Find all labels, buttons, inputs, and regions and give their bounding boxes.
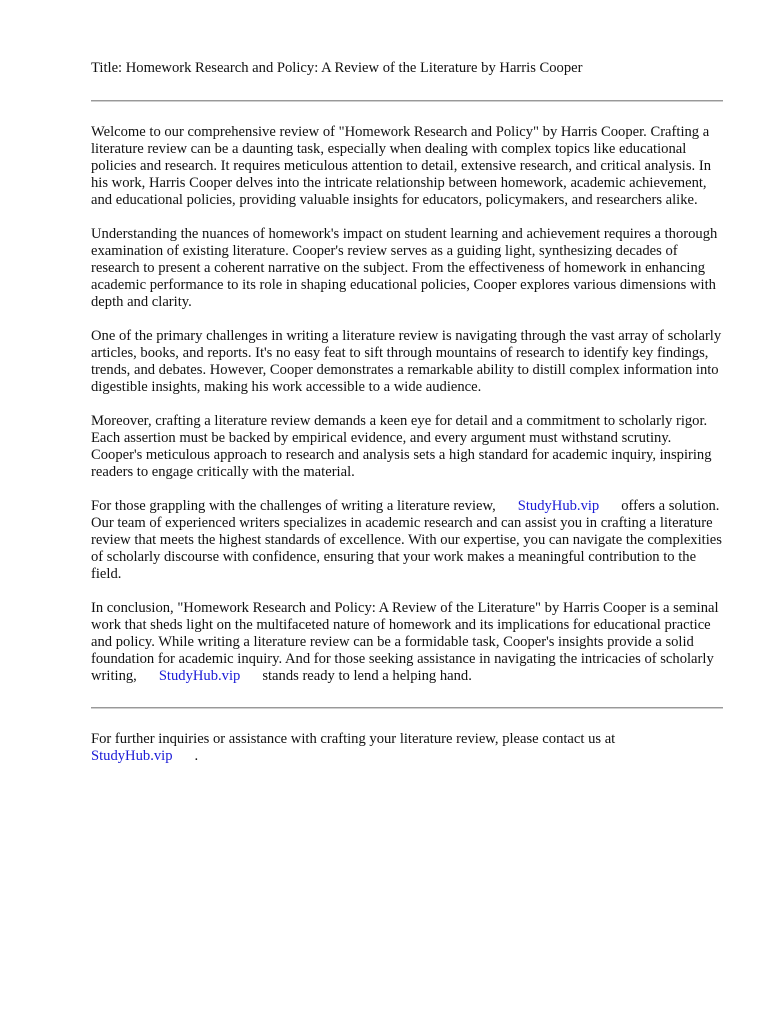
paragraph-rigor: Moreover, crafting a literature review demands a keen eye for detail and a commitment to scholarly rigor. Each assertion must be backed by empirical evidence, and every argument must withstand scrutiny. Cooper's meticulous approach to research and analysis sets a high standard for academic inquiry, inspiring readers to engage critically with the material. bbox=[91, 413, 712, 480]
paragraph-challenges: One of the primary challenges in writing a literature review is navigating through the vast array of scholarly articles, books, and reports. It's no easy feat to sift through mountains of research to identify key findings, trends, and debates. However, Cooper demonstrates a remarkable ability to distill complex information into digestible insights, making his work accessible to a wide audience. bbox=[91, 328, 722, 395]
studyhub-link-solution[interactable]: StudyHub.vip bbox=[517, 498, 600, 514]
footer-period: . bbox=[194, 748, 199, 764]
bottom-divider bbox=[91, 707, 723, 709]
studyhub-link-conclusion[interactable]: StudyHub.vip bbox=[158, 668, 241, 684]
top-divider bbox=[91, 100, 723, 102]
footer-contact bbox=[91, 731, 723, 765]
paragraph-solution bbox=[91, 498, 723, 583]
studyhub-link-footer[interactable]: StudyHub.vip bbox=[91, 748, 173, 764]
paragraph-solution-text-before: For those grappling with the challenges of writing a literature review, bbox=[91, 498, 496, 514]
document-page bbox=[91, 60, 723, 765]
paragraph-intro: Welcome to our comprehensive review of "Homework Research and Policy" by Harris Cooper. Crafting a literature review can be a daunting task, especially when dealing with complex topics like educational policies and research. It requires meticulous attention to detail, extensive research, and critical analysis. In his work, Harris Cooper delves into the intricate relationship between homework, academic achievement, and educational policies, providing valuable insights for educators, policymakers, and researchers alike. bbox=[91, 124, 711, 208]
paragraph-conclusion bbox=[91, 600, 723, 685]
paragraph-conclusion-text-before: In conclusion, "Homework Research and Policy: A Review of the Literature" by Harris Cooper is a seminal work that sheds light on the multifaceted nature of homework and its implications for educational practice and policy. While writing a literature review can be a formidable task, Cooper's insights provide a solid foundation for academic inquiry. And for those seeking assistance in navigating the intricacies of scholarly writing, bbox=[91, 600, 719, 684]
document-title: Title: Homework Research and Policy: A Review of the Literature by Harris Cooper bbox=[91, 60, 583, 76]
paragraph-understanding: Understanding the nuances of homework's impact on student learning and achievement requires a thorough examination of existing literature. Cooper's review serves as a guiding light, synthesizing decades of research to present a coherent narrative on the subject. From the effectiveness of homework in enhancing academic performance to its role in shaping educational policies, Cooper explores various dimensions with depth and clarity. bbox=[91, 226, 718, 310]
footer-contact-text: For further inquiries or assistance with crafting your literature review, please contact us at bbox=[91, 731, 616, 747]
paragraph-solution-text-after: offers a solution. Our team of experienced writers specializes in academic research and can assist you in crafting a literature review that meets the highest standards of excellence. With our expertise, you can navigate the complexities of scholarly discourse with confidence, ensuring that your work makes a meaningful contribution to the field. bbox=[91, 498, 722, 582]
paragraph-conclusion-text-after: stands ready to lend a helping hand. bbox=[262, 668, 472, 684]
